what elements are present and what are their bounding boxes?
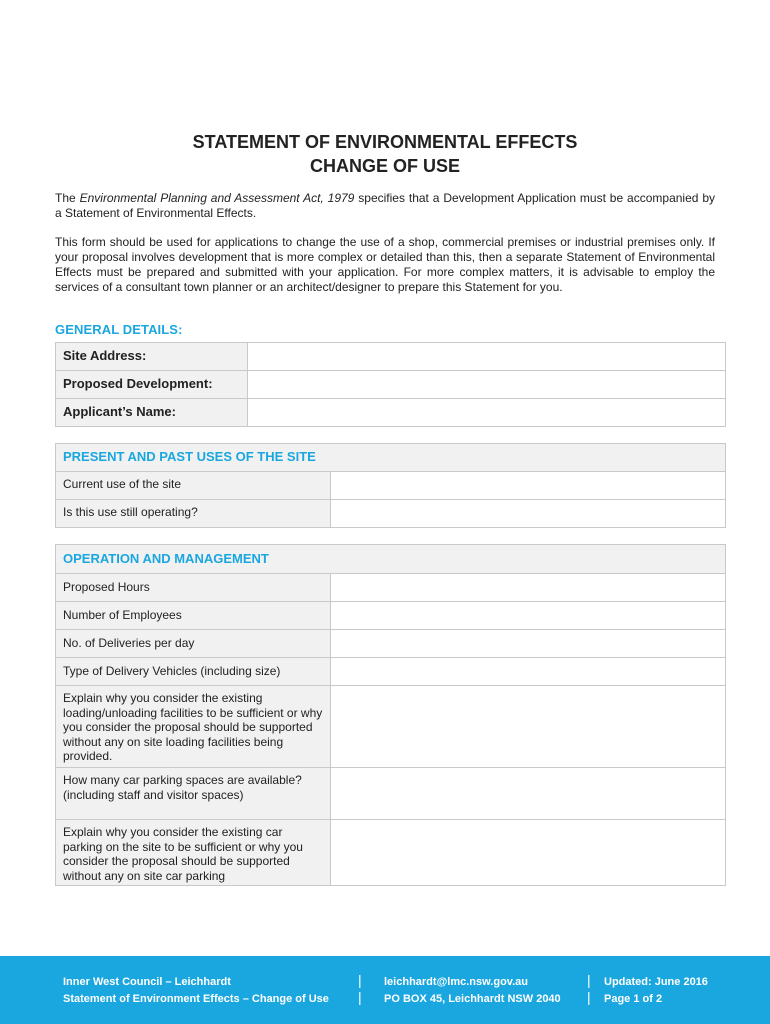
proposed-hours-field[interactable]	[331, 574, 726, 602]
footer-council-block	[63, 974, 329, 1008]
deliveries-per-day-label: No. of Deliveries per day	[56, 630, 331, 658]
page-footer	[0, 956, 770, 1024]
operation-heading: OPERATION AND MANAGEMENT	[56, 545, 726, 574]
table-row	[56, 686, 726, 768]
table-row	[56, 500, 726, 528]
table-row	[56, 630, 726, 658]
intro-text: The	[55, 191, 80, 205]
footer-separator	[587, 972, 591, 1006]
footer-page-block	[604, 974, 708, 1008]
car-parking-spaces-field[interactable]	[331, 768, 726, 820]
intro-paragraph-1	[55, 191, 715, 221]
car-parking-explanation-field[interactable]	[331, 820, 726, 886]
site-address-field[interactable]	[248, 343, 726, 371]
footer-updated-date: Updated: June 2016	[604, 976, 708, 988]
table-row	[56, 658, 726, 686]
footer-address: PO BOX 45, Leichhardt NSW 2040	[384, 993, 561, 1005]
footer-separator	[358, 972, 362, 1006]
number-of-employees-field[interactable]	[331, 602, 726, 630]
car-parking-spaces-label: How many car parking spaces are available? (including staff and visitor spaces)	[56, 768, 331, 820]
still-operating-field[interactable]	[331, 500, 726, 528]
footer-document-name: Statement of Environment Effects – Change of Use	[63, 993, 329, 1005]
operation-table	[55, 544, 726, 886]
table-row	[56, 820, 726, 886]
deliveries-per-day-field[interactable]	[331, 630, 726, 658]
table-header-row	[56, 545, 726, 574]
table-row	[56, 472, 726, 500]
table-row	[56, 343, 726, 371]
applicant-name-label: Applicant’s Name:	[56, 399, 248, 427]
still-operating-label: Is this use still operating?	[56, 500, 331, 528]
applicant-name-field[interactable]	[248, 399, 726, 427]
separator-glyph: |	[358, 989, 362, 1005]
proposed-hours-label: Proposed Hours	[56, 574, 331, 602]
loading-facilities-field[interactable]	[331, 686, 726, 768]
footer-council-name: Inner West Council – Leichhardt	[63, 976, 231, 988]
table-row	[56, 399, 726, 427]
current-use-field[interactable]	[331, 472, 726, 500]
table-header-row	[56, 444, 726, 472]
table-row	[56, 602, 726, 630]
document-title: STATEMENT OF ENVIRONMENTAL EFFECTS	[192, 132, 578, 152]
general-details-table	[55, 342, 726, 427]
separator-glyph: |	[358, 972, 362, 988]
table-row	[56, 371, 726, 399]
loading-facilities-label: Explain why you consider the existing loading/unloading facilities to be sufficient or why you consider the proposal should be supported without any on site loading facilities being provided.	[56, 686, 331, 768]
intro-paragraph-2: This form should be used for applications to change the use of a shop, commercial premises or industrial premises only. If your proposal involves development that is more complex or detailed than this, then a separate Statement of Environmental Effects must be prepared and submitted with your application. For more complex matters, it is advisable to employ the services of a consultant town planner or an architect/designer to prepare this Statement for you.	[55, 235, 715, 294]
site-address-label: Site Address:	[56, 343, 248, 371]
separator-glyph: |	[587, 972, 591, 988]
current-use-label: Current use of the site	[56, 472, 331, 500]
delivery-vehicles-field[interactable]	[331, 658, 726, 686]
general-details-heading: GENERAL DETAILS:	[55, 322, 183, 337]
proposed-development-field[interactable]	[248, 371, 726, 399]
proposed-development-label: Proposed Development:	[56, 371, 248, 399]
act-name: Environmental Planning and Assessment Act, 1979	[79, 191, 355, 205]
intro-text: specifies that a Development Application must be accompanied by a Statement of Environmental Effects.	[55, 191, 716, 220]
present-uses-table	[55, 443, 726, 528]
present-uses-heading: PRESENT AND PAST USES OF THE SITE	[56, 444, 726, 472]
footer-contact-block	[384, 974, 561, 1008]
number-of-employees-label: Number of Employees	[56, 602, 331, 630]
footer-email-link[interactable]: leichhardt@lmc.nsw.gov.au	[384, 976, 528, 988]
separator-glyph: |	[587, 989, 591, 1005]
footer-page-number: Page 1 of 2	[604, 993, 663, 1005]
car-parking-explanation-label: Explain why you consider the existing car parking on the site to be sufficient or why you consider the proposal should be supported without any on site car parking	[56, 820, 331, 886]
document-subtitle: CHANGE OF USE	[309, 156, 460, 176]
delivery-vehicles-label: Type of Delivery Vehicles (including size)	[56, 658, 331, 686]
table-row	[56, 768, 726, 820]
table-row	[56, 574, 726, 602]
